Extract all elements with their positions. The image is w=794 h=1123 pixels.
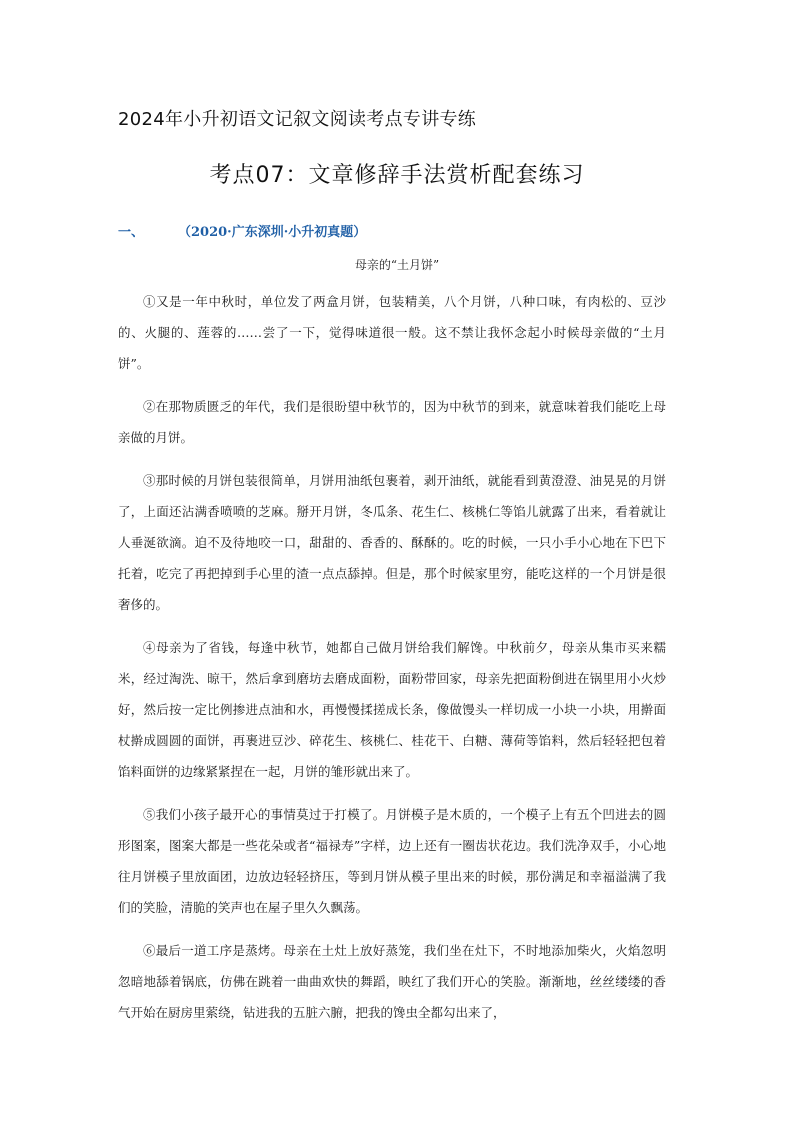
paragraph-6: ⑥最后一道工序是蒸烤。母亲在土灶上放好蒸笼，我们坐在灶下，不时地添加柴火，火焰忽明忽暗地舔着锅底，仿佛在跳着一曲曲欢快的舞蹈，映红了我们开心的笑脸。渐渐地，丝丝缕缕的香气开始在厨房里萦绕，钻进我的五脏六腑，把我的馋虫全都勾出来了， [118, 943, 666, 1020]
document-heading: 2024年小升初语文记叙文阅读考点专讲专练 [118, 109, 477, 130]
question-header [118, 221, 366, 240]
paragraph-5: ⑤我们小孩子最开心的事情莫过于打模了。月饼模子是木质的，一个模子上有五个凹进去的圆形图案，图案大都是一些花朵或者“福禄寿”字样，边上还有一圈齿状花边。我们洗净双手，小心地往月饼模子里放面团，边放边轻轻挤压，等到月饼从模子里出来的时候，那份满足和幸福溢满了我们的笑脸，清脆的笑声也在屋子里久久飘荡。 [118, 807, 666, 915]
paragraph-2: ②在那物质匮乏的年代，我们是很盼望中秋节的，因为中秋节的到来，就意味着我们能吃上母亲做的月饼。 [118, 399, 666, 445]
passage-body [118, 286, 666, 1040]
paragraph-4: ④母亲为了省钱，每逢中秋节，她都自己做月饼给我们解馋。中秋前夕，母亲从集市买来糯米，经过淘洗、晾干，然后拿到磨坊去磨成面粉，面粉带回家，母亲先把面粉倒进在锅里用小火炒好，然后按一定比例掺进点油和水，再慢慢揉搓成长条，像做馒头一样切成一小块一小块，用擀面杖擀成圆圆的面饼，再裹进豆沙、碎花生、核桃仁、桂花干、白糖、薄荷等馅料，然后轻轻把包着馅料面饼的边缘紧紧捏在一起，月饼的雏形就出来了。 [118, 640, 666, 779]
paragraph-3: ③那时候的月饼包装很简单，月饼用油纸包裹着，剥开油纸，就能看到黄澄澄、油晃晃的月饼了，上面还沾满香喷喷的芝麻。掰开月饼，冬瓜条、花生仁、核桃仁等馅儿就露了出来，看着就让人垂涎欲滴。迫不及待地咬一口，甜甜的、香香的、酥酥的。吃的时候，一只小手小心地在下巴下托着，吃完了再把掉到手心里的渣一点点舔掉。但是，那个时候家里穷，能吃这样的一个月饼是很奢侈的。 [118, 473, 666, 612]
paragraph-1: ①又是一年中秋时，单位发了两盒月饼，包装精美，八个月饼，八种口味，有肉松的、豆沙的、火腿的、莲蓉的……尝了一下，觉得味道很一般。这不禁让我怀念起小时候母亲做的“土月饼”。 [118, 294, 666, 371]
document-title: 考点07：文章修辞手法赏析配套练习 [209, 163, 585, 188]
question-source: （2020·广东深圳·小升初真题） [178, 225, 367, 240]
passage-title: 母亲的“土月饼” [354, 258, 440, 272]
question-number: 一、 [118, 225, 145, 240]
